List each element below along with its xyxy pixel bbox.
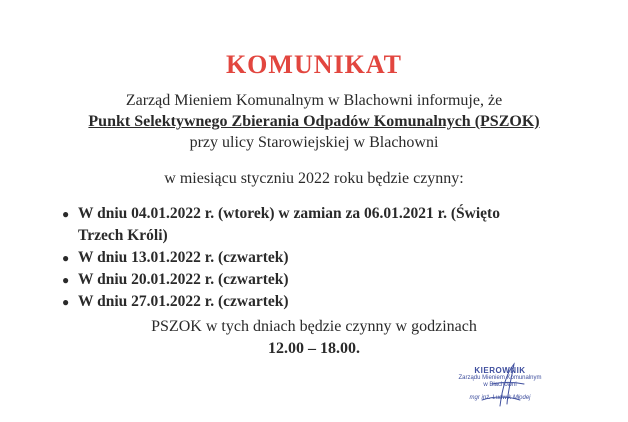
month-line: w miesiącu styczniu 2022 roku będzie czynny: — [164, 170, 464, 187]
bullet-icon: ● — [62, 207, 70, 221]
hours-line: PSZOK w tych dniach będzie czynny w godzinach — [151, 318, 477, 335]
date-line: W dniu 13.01.2022 r. (czwartek) — [78, 249, 289, 266]
stamp-line-2: Zarządu Mieniem Komunalnym — [458, 375, 542, 381]
signature-icon — [462, 360, 542, 410]
stamp-name: mgr inż. Ludwik Młodej — [469, 395, 531, 401]
bullet-icon: ● — [62, 251, 70, 265]
date-line: W dniu 27.01.2022 r. (czwartek) — [78, 293, 289, 310]
stamp-line-3: w Blachowni — [483, 382, 517, 388]
date-line: W dniu 20.01.2022 r. (czwartek) — [78, 271, 289, 288]
date-line-continuation: Trzech Króli) — [78, 227, 168, 244]
list-item — [62, 203, 532, 247]
document-title: KOMUNIKAT — [225, 50, 403, 79]
bullet-icon: ● — [62, 295, 70, 309]
stamp-title: KIEROWNIK — [474, 366, 526, 375]
intro-line-3: przy ulicy Starowiejskiej w Blachowni — [189, 134, 439, 151]
dates-list — [62, 203, 532, 313]
intro-line-1: Zarząd Mieniem Komunalnym w Blachowni informuje, że — [125, 92, 503, 109]
list-item — [62, 291, 532, 313]
list-item — [62, 269, 532, 291]
bullet-icon: ● — [62, 273, 70, 287]
list-item — [62, 247, 532, 269]
facility-name: Punkt Selektywnego Zbierania Odpadów Komunalnych (PSZOK) — [88, 113, 540, 130]
date-line: W dniu 04.01.2022 r. (wtorek) w zamian za 06.01.2021 r. (Święto — [78, 205, 500, 222]
opening-hours: 12.00 – 18.00. — [268, 340, 360, 357]
intro-paragraph — [0, 90, 628, 153]
